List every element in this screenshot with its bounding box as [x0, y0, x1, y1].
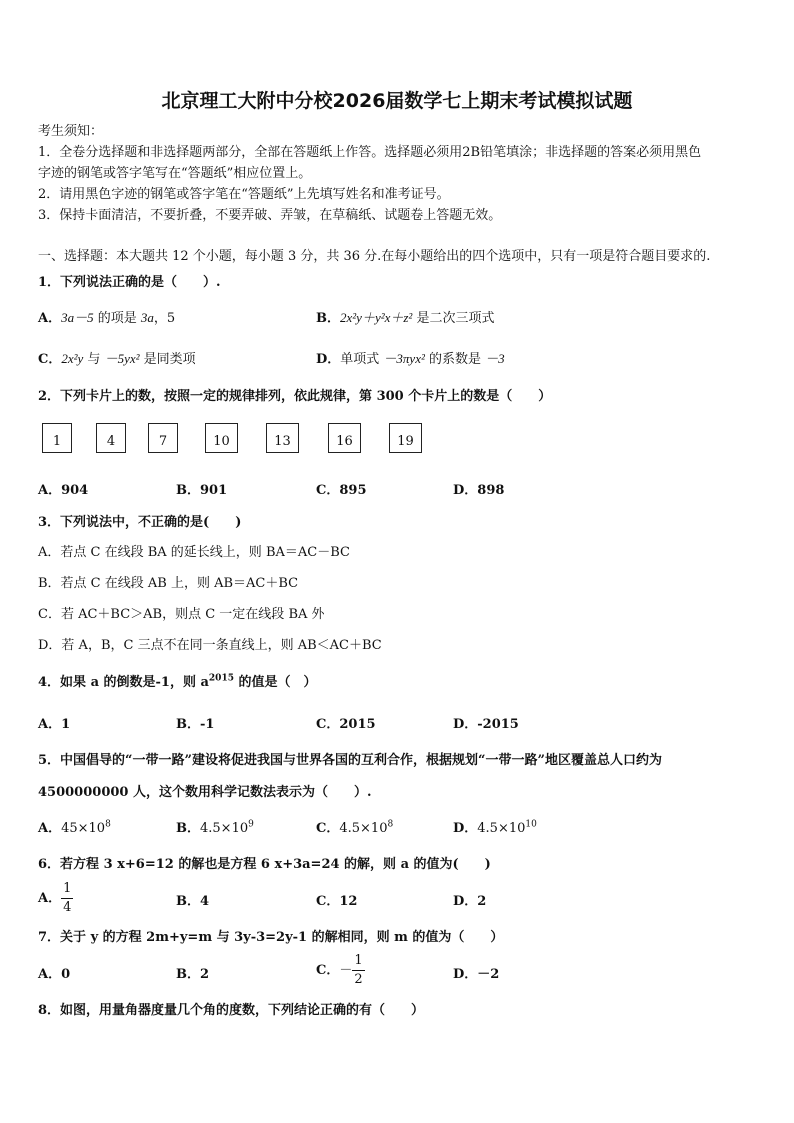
option-text: 的项是 [93, 311, 141, 326]
section-heading: 一、选择题：本大题共 12 个小题，每小题 3 分，共 36 分.在每小题给出的四个选项中，只有一项是符合题目要求的. [38, 249, 711, 264]
math-expression: 3a [140, 310, 154, 325]
exponent: 2015 [208, 673, 234, 684]
question-5-stem-line-2: 4500000000 人，这个数用科学记数法表示为（ ）. [38, 785, 372, 800]
option-label: B． [316, 311, 340, 326]
denominator: 2 [354, 972, 363, 987]
notice-item-2: 2．请用黑色字迹的钢笔或答字笔在“答题纸”上先填写姓名和准考证号。 [38, 187, 450, 202]
option-text: 是二次三项式 [412, 311, 495, 326]
math-expression: 4.5×10 [339, 821, 388, 836]
math-expression: 4.5×10 [200, 821, 249, 836]
question-6-option-c[interactable]: C．12 [316, 894, 358, 909]
option-text: 单项式 [340, 352, 384, 367]
question-6-option-d[interactable]: D．2 [453, 894, 487, 909]
option-label: C． [38, 352, 62, 367]
option-label: A． [38, 891, 62, 906]
exam-title: 北京理工大附中分校2026届数学七上期末考试模拟试题 [161, 90, 633, 112]
number-card: 10 [205, 423, 238, 453]
number-card: 1 [42, 423, 72, 453]
math-expression: 2x²y [61, 351, 84, 366]
option-label: C． [316, 963, 340, 978]
math-expression: 4.5×10 [477, 821, 526, 836]
question-1-option-a[interactable] [38, 307, 175, 326]
question-4-option-b[interactable]: B．-1 [176, 717, 215, 732]
question-5-option-b[interactable] [176, 817, 254, 836]
math-expression: 3a－5 [61, 310, 94, 325]
question-7-stem: 7．关于 y 的方程 2m+y=m 与 3y-3=2y-1 的解相同，则 m 的值为（ ） [38, 930, 504, 945]
math-expression: －3πyx² [383, 351, 425, 366]
question-7-option-c[interactable] [316, 952, 365, 989]
stem-text: 的值是（ ） [233, 675, 317, 690]
question-5-option-c[interactable] [316, 817, 393, 836]
number-card: 19 [389, 423, 422, 453]
math-expression: 2x²y＋y²x＋z² [340, 310, 413, 325]
numerator: 1 [352, 952, 364, 971]
question-7-option-b[interactable]: B．2 [176, 967, 210, 982]
question-6-option-a[interactable] [38, 880, 73, 917]
question-7-option-a[interactable]: A．0 [38, 967, 71, 982]
option-label: D． [316, 352, 341, 367]
option-label: D． [453, 821, 478, 836]
notice-item-1: 1．全卷分选择题和非选择题两部分，全部在答题纸上作答。选择题必须用2B铅笔填涂；非选择题的答案必须用黑色 [38, 145, 702, 160]
number-card: 4 [96, 423, 126, 453]
question-7-option-d[interactable]: D．－2 [453, 967, 500, 982]
question-3-option-c[interactable]: C．若 AC＋BC＞AB，则点 C 一定在线段 BA 外 [38, 607, 325, 622]
number-card: 16 [328, 423, 361, 453]
notice-item-3: 3．保持卡面清洁，不要折叠，不要弄破、弄皱，在草稿纸、试题卷上答题无效。 [38, 208, 502, 223]
number-card: 7 [148, 423, 178, 453]
minus-sign: － [339, 963, 353, 978]
question-2-stem: 2．下列卡片上的数，按照一定的规律排列，依此规律，第 300 个卡片上的数是（ ） [38, 389, 552, 404]
exponent: 10 [525, 819, 537, 830]
fraction [61, 880, 73, 917]
exponent: 9 [248, 819, 254, 830]
option-label: A． [38, 821, 62, 836]
question-2-option-d[interactable]: D．898 [453, 483, 505, 498]
option-label: C． [316, 821, 340, 836]
stem-text: 4．如果 a 的倒数是-1，则 a [38, 675, 209, 690]
notice-heading: 考生须知： [38, 124, 104, 139]
question-6-option-b[interactable]: B．4 [176, 894, 210, 909]
question-5-stem-line-1: 5．中国倡导的“一带一路”建设将促进我国与世界各国的互利合作，根据规划“一带一路”地区覆盖总人口约为 [38, 753, 662, 768]
question-1-option-c[interactable] [38, 348, 196, 367]
question-5-option-d[interactable] [453, 817, 537, 836]
exponent: 8 [105, 819, 111, 830]
question-2-option-a[interactable]: A．904 [38, 483, 89, 498]
option-label: B． [176, 821, 200, 836]
question-1-option-d[interactable] [316, 348, 505, 367]
option-text: 与 [83, 352, 105, 367]
question-8-stem: 8．如图，用量角器度量几个角的度数，下列结论正确的有（ ） [38, 1003, 425, 1018]
question-4-option-a[interactable]: A．1 [38, 717, 71, 732]
fraction [352, 952, 364, 989]
question-3-option-d[interactable]: D．若 A，B，C 三点不在同一条直线上，则 AB＜AC＋BC [38, 638, 382, 653]
question-3-stem: 3．下列说法中，不正确的是( ) [38, 515, 242, 530]
number-card: 13 [266, 423, 299, 453]
math-expression: 45×10 [61, 821, 106, 836]
question-6-stem: 6．若方程 3 x+6=12 的解也是方程 6 x+3a=24 的解，则 a 的值为( ) [38, 857, 491, 872]
denominator: 4 [63, 900, 72, 915]
option-text: 是同类项 [139, 352, 196, 367]
option-label: A． [38, 311, 62, 326]
question-4-stem [38, 671, 317, 690]
question-3-option-b[interactable]: B．若点 C 在线段 AB 上，则 AB＝AC＋BC [38, 576, 299, 591]
question-2-option-b[interactable]: B．901 [176, 483, 228, 498]
math-expression: －3 [485, 351, 505, 366]
question-2-option-c[interactable]: C．895 [316, 483, 367, 498]
question-1-option-b[interactable] [316, 307, 494, 326]
notice-item-1-cont: 字迹的钢笔或答字笔写在“答题纸”相应位置上。 [38, 166, 312, 181]
question-3-option-a[interactable]: A．若点 C 在线段 BA 的延长线上，则 BA＝AC－BC [38, 545, 350, 560]
math-expression: －5yx² [104, 351, 140, 366]
question-1-stem: 1．下列说法正确的是（ ）. [38, 275, 221, 290]
option-text: ，5 [153, 311, 176, 326]
question-5-option-a[interactable] [38, 817, 111, 836]
numerator: 1 [61, 880, 73, 899]
question-4-option-c[interactable]: C．2015 [316, 717, 376, 732]
option-text: 的系数是 [424, 352, 486, 367]
question-4-option-d[interactable]: D．-2015 [453, 717, 519, 732]
exponent: 8 [387, 819, 394, 830]
